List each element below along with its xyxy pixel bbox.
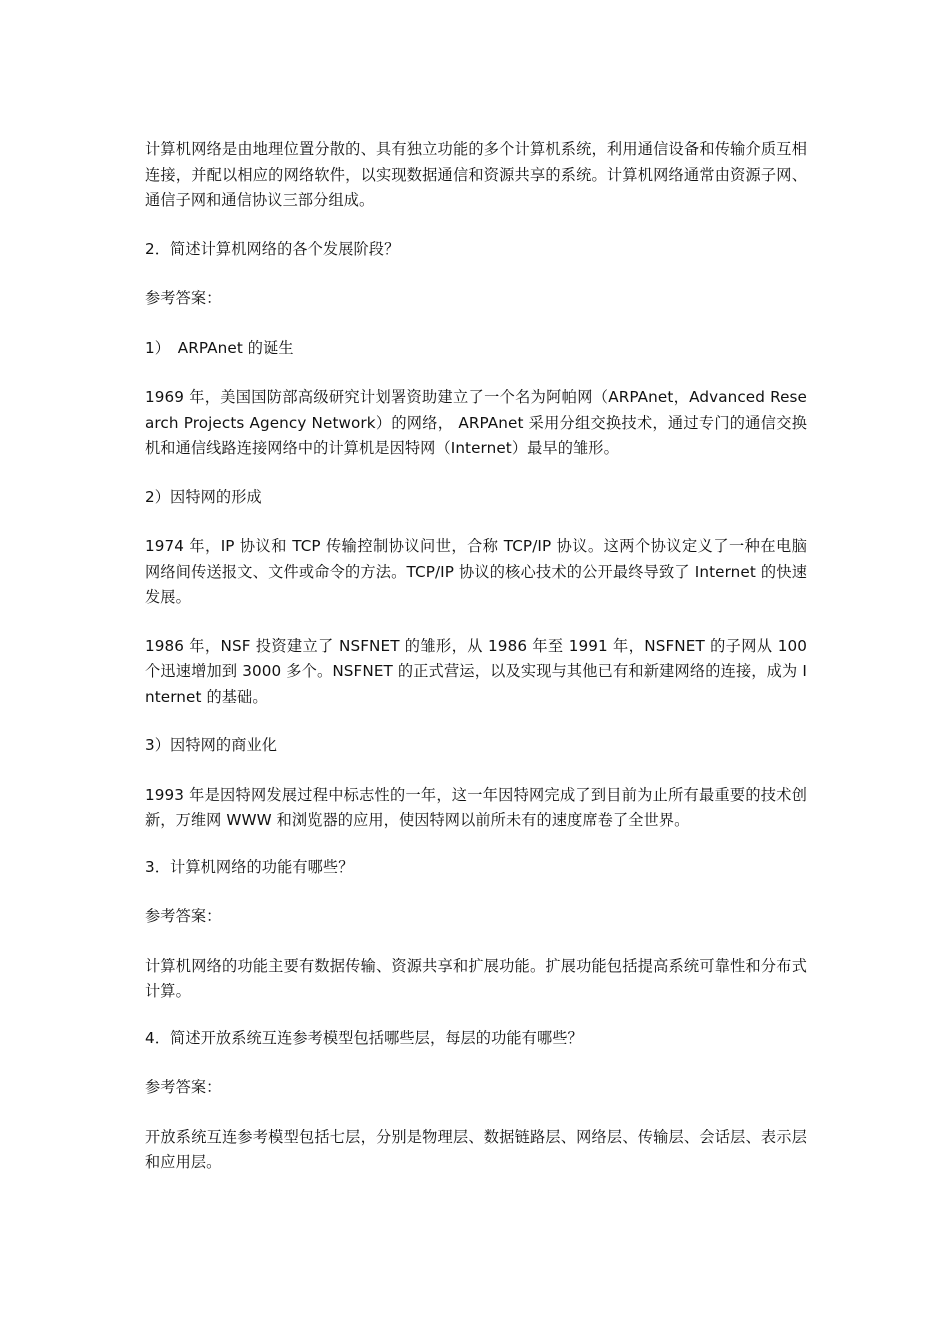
paragraph-network-definition: 计算机网络是由地理位置分散的、具有独立功能的多个计算机系统，利用通信设备和传输介质互相连接，并配以相应的网络软件，以实现数据通信和资源共享的系统。计算机网络通常由资源子网、通信子网和通信协议三部分组成。 [145,140,807,209]
stage-3-heading: 3）因特网的商业化 [145,736,278,754]
stage-1-heading: 1） ARPAnet 的诞生 [145,338,294,357]
paragraph-arpanet: 1969 年，美国国防部高级研究计划署资助建立了一个名为阿帕网（ARPAnet，Advanced Research Projects Agency Network）的网络， ARPAnet 采用分组交换技术，通过专门的通信交换机和通信线路连接网络中的计算机是因特网（Internet）最早的雏形。 [145,388,807,457]
answer-label-4: 参考答案： [145,1078,222,1096]
paragraph-network-functions: 计算机网络的功能主要有数据传输、资源共享和扩展功能。扩展功能包括提高系统可靠性和分布式计算。 [145,956,807,1000]
stage-2-heading: 2）因特网的形成 [145,487,262,506]
paragraph-commercialization: 1993 年是因特网发展过程中标志性的一年，这一年因特网完成了到目前为止所有最重要的技术创新，万维网 WWW 和浏览器的应用，使因特网以前所未有的速度席卷了全世界。 [145,785,807,829]
question-4: 4．简述开放系统互连参考模型包括哪些层，每层的功能有哪些？ [145,1028,583,1047]
paragraph-osi-layers: 开放系统互连参考模型包括七层，分别是物理层、数据链路层、网络层、传输层、会话层、表示层和应用层。 [145,1127,807,1171]
answer-label-3: 参考答案： [145,907,222,925]
paragraph-tcp-ip: 1974 年，IP 协议和 TCP 传输控制协议问世，合称 TCP/IP 协议。这两个协议定义了一种在电脑网络间传送报文、文件或命令的方法。TCP/IP 协议的核心技术的公开最终导致了 Internet 的快速发展。 [145,537,807,606]
question-3: 3．计算机网络的功能有哪些？ [145,857,354,876]
document-body [145,137,807,1199]
answer-label-2: 参考答案： [145,289,222,307]
question-2: 2．简述计算机网络的各个发展阶段？ [145,239,400,258]
paragraph-nsfnet: 1986 年，NSF 投资建立了 NSFNET 的雏形，从 1986 年至 1991 年，NSFNET 的子网从 100 个迅速增加到 3000 多个。NSFNET 的正式营运，以及实现与其他已有和新建网络的连接，成为 Internet 的基础。 [145,636,807,706]
